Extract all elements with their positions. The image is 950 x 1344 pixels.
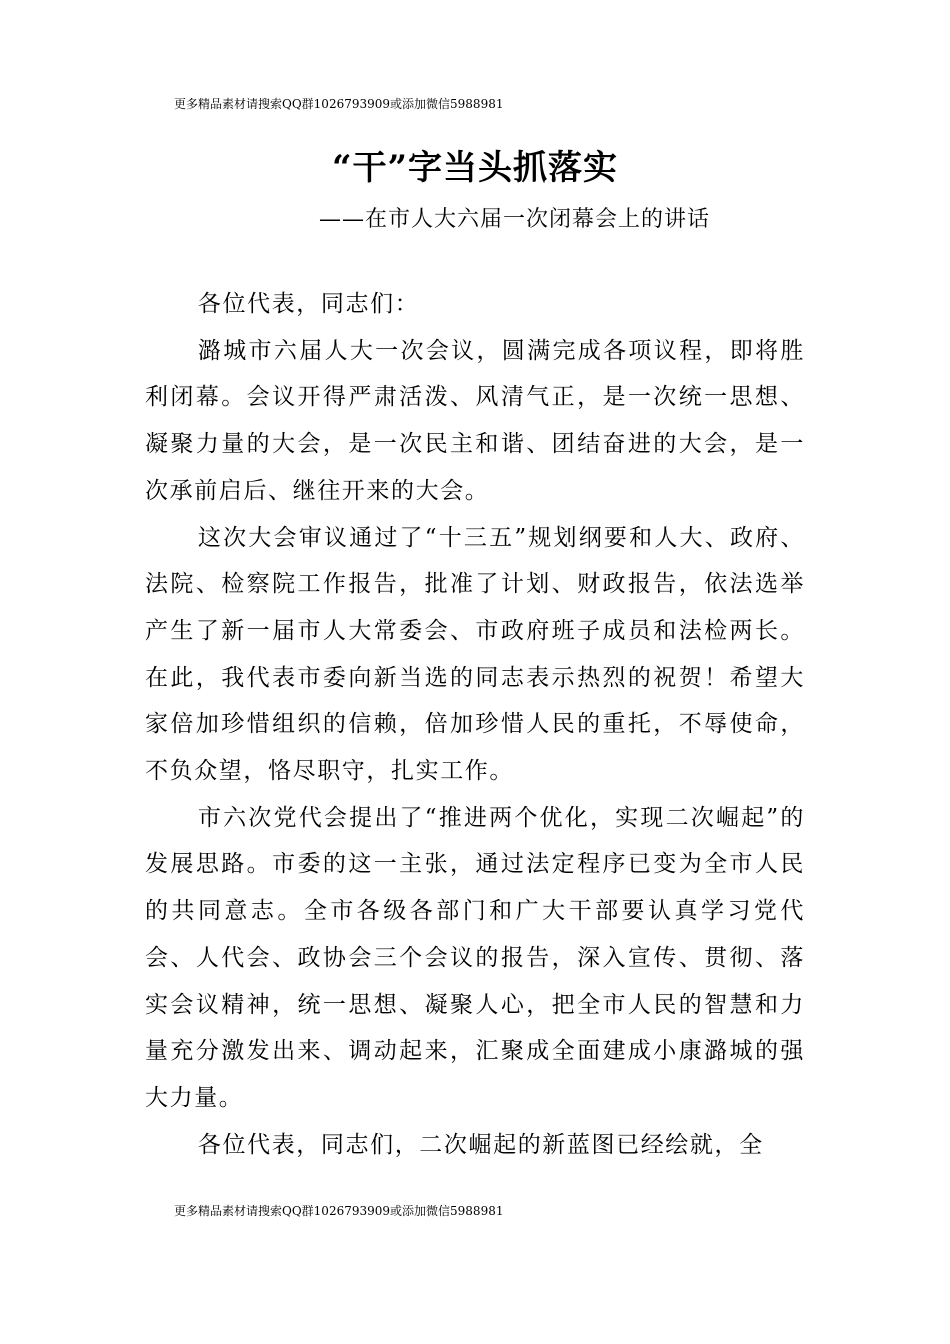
document-subtitle: ——在市人大六届一次闭幕会上的讲话 bbox=[318, 207, 710, 232]
paragraph-2: 这次大会审议通过了“十三五”规划纲要和人大、政府、法院、检察院工作报告，批准了计划、财政报告，依法选举产生了新一届市人大常委会、市政府班子成员和法检两长。在此，我代表市委向新当选的同志表示热烈的祝贺！希望大家倍加珍惜组织的信赖，倍加珍惜人民的重托，不辱使命，不负众望，恪尽职守，扎实工作。 bbox=[145, 524, 805, 785]
document-title: “干”字当头抓落实 bbox=[331, 148, 619, 188]
paragraph-3: 市六次党代会提出了“推进两个优化，实现二次崛起”的发展思路。市委的这一主张，通过法定程序已变为全市人民的共同意志。全市各级各部门和广大干部要认真学习党代会、人代会、政协会三个会议的报告，深入宣传、贯彻、落实会议精神，统一思想、凝聚人心，把全市人民的智慧和力量充分激发出来、调动起来，汇聚成全面建成小康潞城的强大力量。 bbox=[145, 804, 805, 1111]
footer-note: 更多精品素材请搜索QQ群1026793909或添加微信5988981 bbox=[174, 1204, 504, 1218]
salutation: 各位代表，同志们： bbox=[197, 291, 420, 317]
header-note: 更多精品素材请搜索QQ群1026793909或添加微信5988981 bbox=[174, 97, 504, 111]
paragraph-4: 各位代表，同志们，二次崛起的新蓝图已经绘就，全 bbox=[197, 1131, 764, 1158]
paragraph-1: 潞城市六届人大一次会议，圆满完成各项议程，即将胜利闭幕。会议开得严肃活泼、风清气正，是一次统一思想、凝聚力量的大会，是一次民主和谐、团结奋进的大会，是一次承前启后、继往开来的大会。 bbox=[145, 337, 805, 504]
document-body bbox=[145, 281, 805, 1168]
